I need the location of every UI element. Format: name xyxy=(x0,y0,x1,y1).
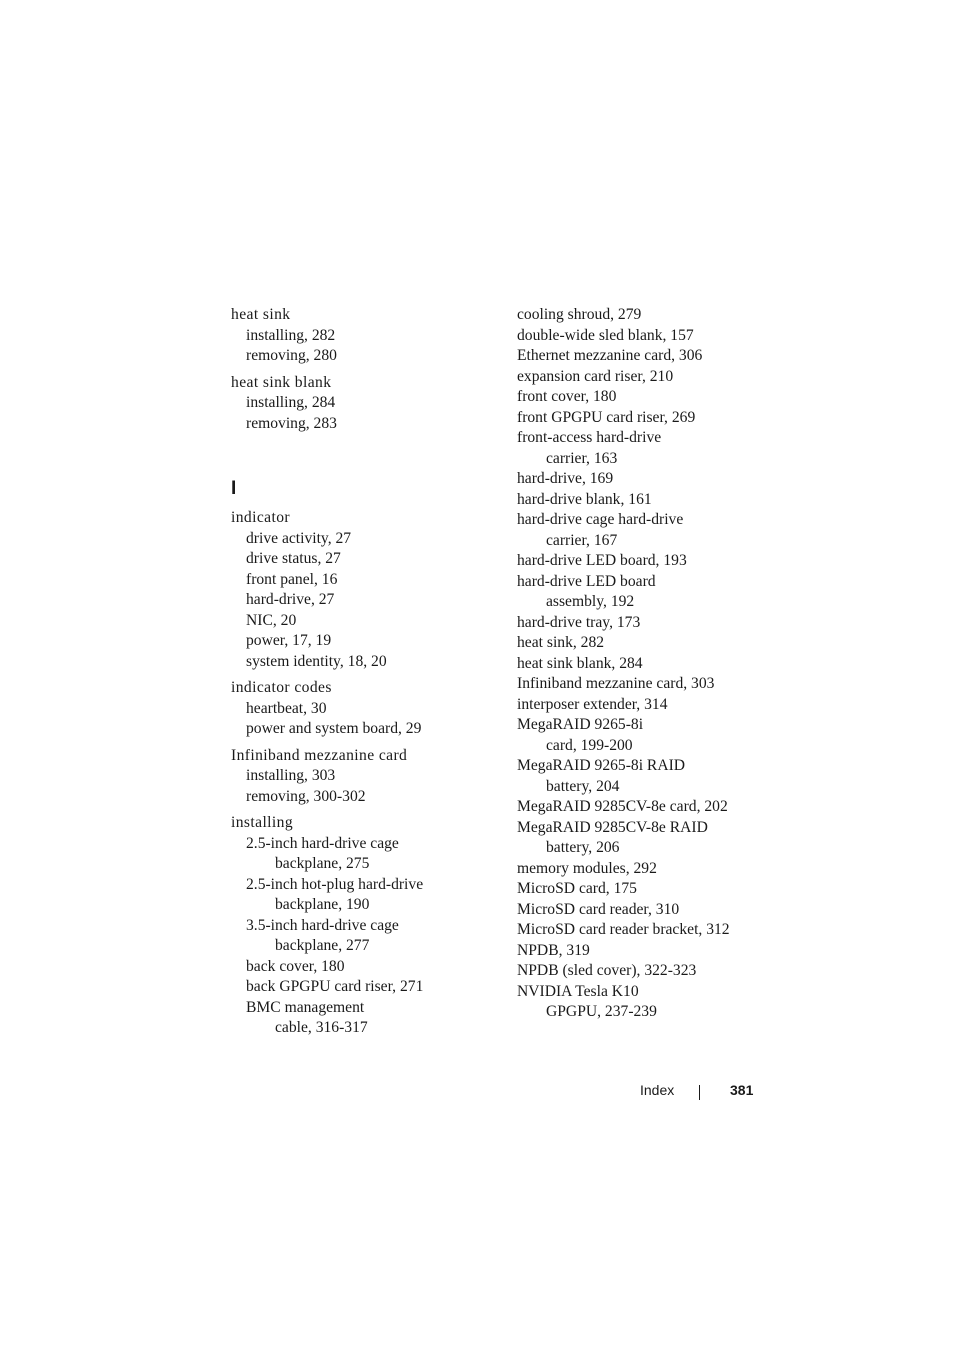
index-subentry: NIC, 20 xyxy=(246,611,297,629)
index-subentry: power, 17, 19 xyxy=(246,632,332,649)
index-subentry: front cover, 180 xyxy=(517,388,617,405)
index-subentry-continuation: carrier, 163 xyxy=(546,449,618,467)
index-subentry: 2.5-inch hard-drive cage xyxy=(246,834,399,852)
footer-label: Index xyxy=(640,1082,675,1098)
index-subentry: MicroSD card reader, 310 xyxy=(517,900,680,918)
index-subentry: BMC management xyxy=(246,998,365,1016)
index-subentry-continuation: backplane, 190 xyxy=(275,896,370,913)
index-subentry-continuation: cable, 316-317 xyxy=(275,1019,368,1036)
index-subentry: drive status, 27 xyxy=(246,550,341,567)
index-heading: installing xyxy=(231,814,294,831)
index-subentry: removing, 283 xyxy=(246,414,337,432)
index-subentry-continuation: assembly, 192 xyxy=(546,593,635,610)
index-subentry: MegaRAID 9265-8i xyxy=(517,716,644,733)
index-subentry: hard-drive, 169 xyxy=(517,470,614,487)
index-subentry: expansion card riser, 210 xyxy=(517,367,674,385)
index-subentry-continuation: GPGPU, 237-239 xyxy=(546,1003,657,1020)
index-subentry: back cover, 180 xyxy=(246,957,345,975)
index-subentry: front-access hard-drive xyxy=(517,429,662,446)
index-subentry-continuation: backplane, 277 xyxy=(275,937,370,954)
index-subentry: Infiniband mezzanine card, 303 xyxy=(517,675,715,692)
footer-separator xyxy=(699,1085,700,1100)
index-subentry: MicroSD card reader bracket, 312 xyxy=(517,921,730,938)
index-subentry: hard-drive LED board xyxy=(517,572,656,590)
index-subentry: double-wide sled blank, 157 xyxy=(517,326,694,344)
index-subentry: hard-drive LED board, 193 xyxy=(517,552,687,569)
index-subentry-continuation: carrier, 167 xyxy=(546,531,618,549)
index-subentry: hard-drive blank, 161 xyxy=(517,490,652,508)
index-subentry: system identity, 18, 20 xyxy=(246,652,387,670)
index-subentry: cooling shroud, 279 xyxy=(517,306,642,323)
index-heading: heat sink xyxy=(231,306,291,323)
index-subentry: MegaRAID 9265-8i RAID xyxy=(517,757,686,774)
index-heading: indicator xyxy=(231,509,291,526)
index-subentry: MegaRAID 9285CV-8e RAID xyxy=(517,818,708,836)
index-subentry: front GPGPU card riser, 269 xyxy=(517,408,696,426)
index-right-column xyxy=(517,305,767,1023)
index-subentry: drive activity, 27 xyxy=(246,529,352,547)
index-subentry-continuation: battery, 204 xyxy=(546,777,620,795)
index-heading: indicator codes xyxy=(231,679,332,696)
index-subentry: hard-drive cage hard-drive xyxy=(517,511,684,528)
index-subentry: installing, 303 xyxy=(246,767,336,784)
index-subentry: NPDB (sled cover), 322-323 xyxy=(517,962,697,979)
index-subentry: interposer extender, 314 xyxy=(517,695,668,713)
index-left-column xyxy=(231,305,491,1039)
index-subentry: heat sink, 282 xyxy=(517,634,605,651)
index-subentry: back GPGPU card riser, 271 xyxy=(246,978,424,995)
index-subentry: front panel, 16 xyxy=(246,570,338,588)
index-heading: heat sink blank xyxy=(231,373,332,391)
index-subentry: MicroSD card, 175 xyxy=(517,880,637,897)
index-subentry: 2.5-inch hot-plug hard-drive xyxy=(246,875,424,893)
index-subentry: NVIDIA Tesla K10 xyxy=(517,982,639,1000)
index-subentry-continuation: backplane, 275 xyxy=(275,855,370,872)
index-subentry: heat sink blank, 284 xyxy=(517,654,643,672)
index-subentry: NPDB, 319 xyxy=(517,941,590,959)
index-subentry: hard-drive tray, 173 xyxy=(517,613,641,631)
index-subentry: heartbeat, 30 xyxy=(246,699,327,717)
section-letter: I xyxy=(231,478,237,499)
index-subentry-continuation: card, 199-200 xyxy=(546,736,633,754)
index-subentry: hard-drive, 27 xyxy=(246,591,335,608)
index-subentry-continuation: battery, 206 xyxy=(546,839,620,856)
index-heading: Infiniband mezzanine card xyxy=(231,746,408,764)
index-subentry: Ethernet mezzanine card, 306 xyxy=(517,347,703,364)
page-number: 381 xyxy=(730,1082,754,1098)
index-subentry: MegaRAID 9285CV-8e card, 202 xyxy=(517,798,728,815)
index-subentry: 3.5-inch hard-drive cage xyxy=(246,916,399,934)
index-subentry: memory modules, 292 xyxy=(517,859,657,877)
index-subentry: installing, 282 xyxy=(246,326,336,344)
index-subentry: power and system board, 29 xyxy=(246,720,422,737)
index-subentry: removing, 300-302 xyxy=(246,787,366,805)
index-subentry: removing, 280 xyxy=(246,347,337,364)
index-subentry: installing, 284 xyxy=(246,394,336,411)
